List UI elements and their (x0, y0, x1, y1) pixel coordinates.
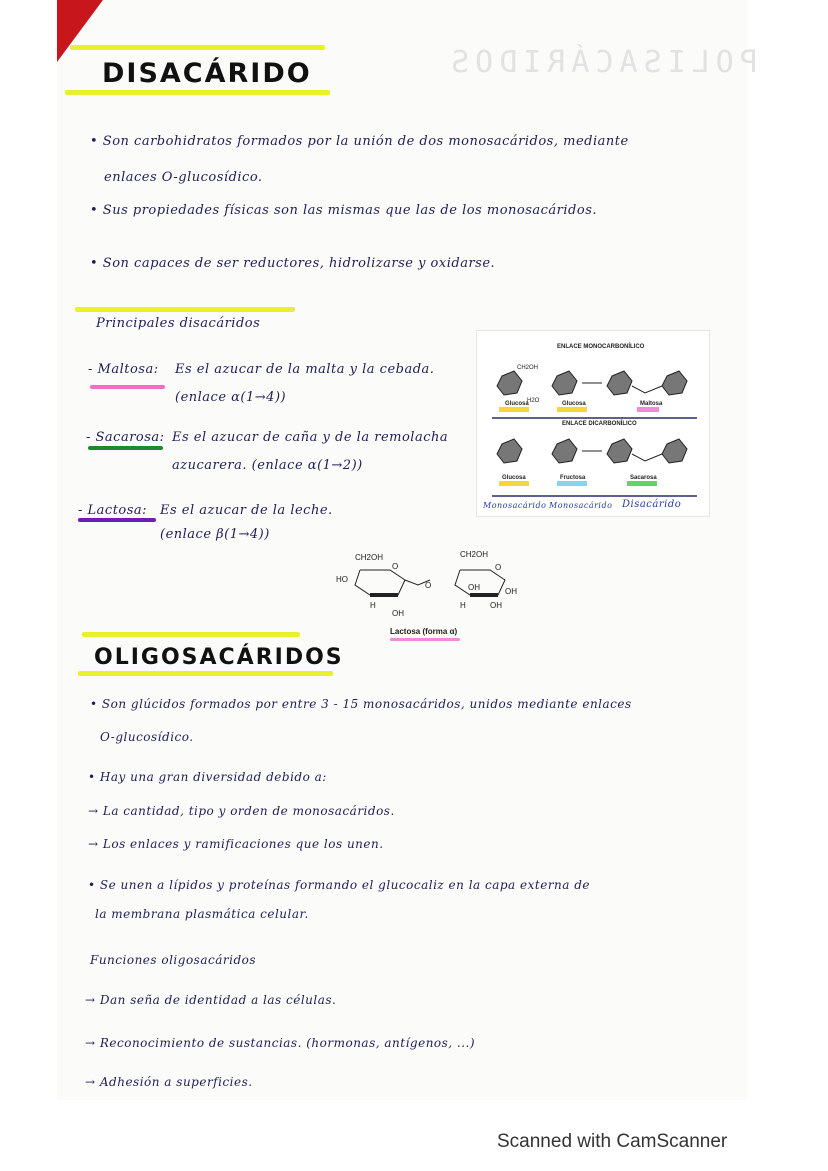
highlight (65, 90, 330, 95)
atom-label: O (495, 563, 502, 572)
item-name-maltosa: - Maltosa: (88, 362, 159, 377)
arrow-item: → La cantidad, tipo y orden de monosacáridos. (88, 804, 395, 818)
lactose-caption: Lactosa (forma α) (390, 627, 458, 636)
label-fructosa: Fructosa (560, 475, 586, 481)
item-name-lactosa: - Lactosa: (78, 503, 148, 518)
highlight (78, 671, 333, 676)
item-text: (enlace α(1→4)) (175, 390, 287, 405)
bullet: • Son carbohidratos formados por la unión de dos monosacáridos, mediante (90, 134, 629, 149)
label-sacarosa: Sacarosa (630, 475, 657, 481)
label-maltosa: Maltosa (640, 401, 663, 407)
subtitle: Principales disacáridos (96, 316, 261, 331)
function-item: → Reconocimiento de sustancias. (hormonas, antígenos, ...) (85, 1036, 476, 1050)
figure-title: ENLACE MONOCARBONÍLICO (557, 344, 645, 350)
figure-title: ENLACE DICARBONÍLICO (562, 421, 637, 427)
bullet-cont: la membrana plasmática celular. (95, 907, 309, 921)
underline-purple (78, 518, 156, 522)
bullet: • Son capaces de ser reductores, hidrolizarse y oxidarse. (90, 256, 496, 271)
bleed-through-title: POLISACÁRIDOS (445, 45, 758, 80)
atom-label: HO (336, 575, 348, 584)
page-corner-mark (57, 0, 103, 62)
bullet-cont: O-glucosídico. (100, 730, 194, 744)
item-name-sacarosa: - Sacarosa: (86, 430, 165, 445)
bullet: • Sus propiedades físicas son las mismas que las de los monosacáridos. (90, 203, 597, 218)
underline-green (88, 446, 163, 450)
glycosidic-bond-figure (476, 330, 710, 517)
atom-label: OH (490, 601, 502, 610)
lactose-structure-figure (330, 545, 530, 645)
bullet: • Son glúcidos formados por entre 3 - 15 monosacáridos, unidos mediante enlaces (90, 697, 632, 711)
handwritten-label: Monosacárido (483, 501, 547, 510)
functions-title: Funciones oligosacáridos (90, 953, 257, 967)
handwritten-label: Monosacárido (549, 501, 613, 510)
atom-label: CH2OH (460, 550, 489, 559)
section-title-disacarido: DISACÁRIDO (102, 58, 312, 89)
atom-label: O (392, 562, 399, 571)
bullet-cont: enlaces O-glucosídico. (104, 170, 263, 185)
item-text: azucarera. (enlace α(1→2)) (172, 458, 363, 473)
arrow-item: → Los enlaces y ramificaciones que los unen. (88, 837, 384, 851)
water-label: H2O (527, 398, 540, 404)
atom-label: CH2OH (355, 553, 384, 562)
highlight (75, 307, 295, 312)
atom-label: OH (505, 587, 517, 596)
label-glucosa: Glucosa (562, 401, 586, 407)
label-glucosa: Glucosa (502, 475, 526, 481)
atom-label: OH (392, 609, 404, 618)
underline-pink (390, 638, 460, 641)
underline-pink (90, 385, 165, 389)
section-title-oligosacaridos: OLIGOSACÁRIDOS (94, 645, 344, 670)
label-glucosa: Glucosa (505, 401, 529, 407)
item-text: Es el azucar de la malta y la cebada. (175, 362, 435, 377)
highlight (70, 45, 325, 50)
atom-label: O (425, 581, 432, 590)
group-label: CH2OH (517, 365, 539, 371)
atom-label: OH (468, 583, 480, 592)
item-text: Es el azucar de la leche. (160, 503, 333, 518)
function-item: → Dan seña de identidad a las células. (85, 993, 337, 1007)
handwritten-label: Disacárido (622, 499, 682, 510)
function-item: → Adhesión a superficies. (85, 1075, 253, 1089)
bullet: • Se unen a lípidos y proteínas formando el glucocaliz en la capa externa de (88, 878, 591, 892)
bullet: • Hay una gran diversidad debido a: (88, 770, 327, 784)
item-text: (enlace β(1→4)) (160, 527, 270, 542)
item-text: Es el azucar de caña y de la remolacha (172, 430, 449, 445)
scanner-watermark: Scanned with CamScanner (497, 1131, 728, 1152)
atom-label: H (370, 601, 376, 610)
highlight (82, 632, 300, 637)
atom-label: H (460, 601, 466, 610)
